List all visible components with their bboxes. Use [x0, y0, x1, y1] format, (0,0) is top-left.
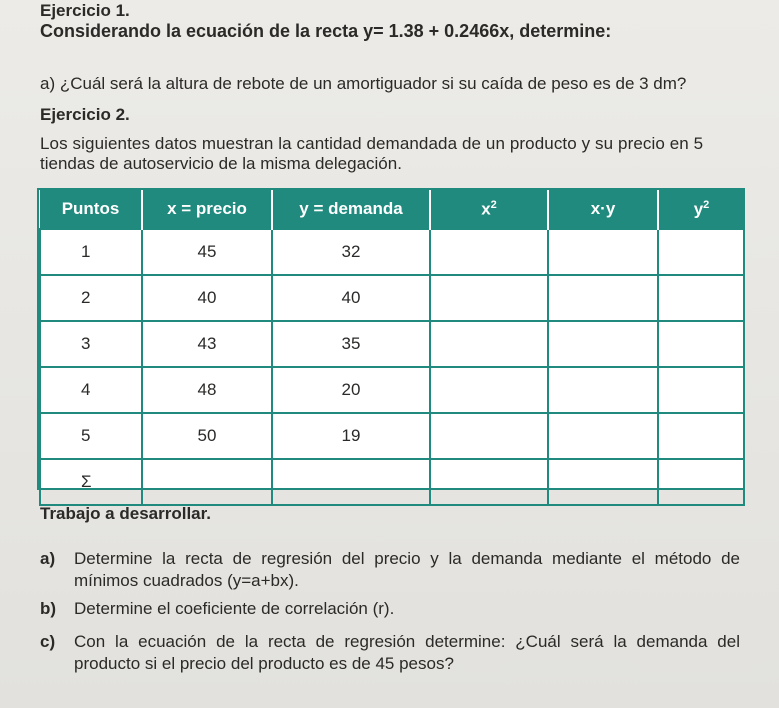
- cell-x[interactable]: [142, 459, 272, 505]
- cell-xy[interactable]: [548, 459, 658, 505]
- cell-x: 43: [142, 321, 272, 367]
- cell-y2[interactable]: [658, 321, 744, 367]
- cell-x2[interactable]: [430, 321, 548, 367]
- cell-xy[interactable]: [548, 367, 658, 413]
- ejercicio-2-description-line-1: Los siguientes datos muestran la cantidad demandada de un producto y su precio en 5: [40, 134, 704, 153]
- table-row: [40, 275, 744, 321]
- cell-y: 35: [272, 321, 430, 367]
- cell-punto: 4: [40, 367, 142, 413]
- cell-x2[interactable]: [430, 413, 548, 459]
- cell-x: 48: [142, 367, 272, 413]
- table-row: [40, 367, 744, 413]
- task-item-b: [40, 598, 740, 622]
- header-y-squared: $y^2$: [658, 190, 744, 229]
- cell-y[interactable]: [272, 459, 430, 505]
- cell-x2[interactable]: [430, 275, 548, 321]
- trabajo-title: Trabajo a desarrollar.: [40, 504, 212, 523]
- cell-punto: 1: [40, 229, 142, 275]
- cell-y: 19: [272, 413, 430, 459]
- task-item-a: [40, 548, 740, 594]
- task-text: Determine la recta de regresión del precio y la demanda mediante el método de mínimos cuadrados (y=a+bx).: [74, 549, 740, 590]
- header-x-times-y: x·y: [548, 190, 658, 229]
- cell-y: 40: [272, 275, 430, 321]
- cell-x: 50: [142, 413, 272, 459]
- cell-xy[interactable]: [548, 229, 658, 275]
- cell-punto: 2: [40, 275, 142, 321]
- cell-y: 32: [272, 229, 430, 275]
- ejercicio-1-title: Ejercicio 1.: [40, 1, 130, 20]
- ejercicio-1-question-a: a) ¿Cuál será la altura de rebote de un amortiguador si su caída de peso es de 3 dm?: [40, 74, 687, 93]
- cell-x: 40: [142, 275, 272, 321]
- cell-sum-symbol: Σ: [40, 459, 142, 505]
- cell-x: 45: [142, 229, 272, 275]
- cell-punto: 3: [40, 321, 142, 367]
- ejercicio-2-description-line-2: tiendas de autoservicio de la misma delegación.: [40, 154, 402, 173]
- table-row: [40, 413, 744, 459]
- header-y-demanda: y = demanda: [272, 190, 430, 229]
- data-table: [37, 188, 745, 490]
- ejercicio-2-title: Ejercicio 2.: [40, 105, 130, 124]
- cell-y2[interactable]: [658, 367, 744, 413]
- task-item-c: [40, 631, 740, 677]
- task-text: Con la ecuación de la recta de regresión determine: ¿Cuál será la demanda del producto si el precio del producto es de 45 pesos?: [74, 632, 740, 673]
- header-puntos: Puntos: [40, 190, 142, 229]
- cell-x2[interactable]: [430, 367, 548, 413]
- table-row: [40, 229, 744, 275]
- table-row-sum: [40, 459, 744, 505]
- cell-y2[interactable]: [658, 413, 744, 459]
- table-header-row: [40, 190, 744, 229]
- table-row: [40, 321, 744, 367]
- ejercicio-1-statement: Considerando la ecuación de la recta y= 1.38 + 0.2466x, determine:: [40, 21, 612, 41]
- cell-punto: 5: [40, 413, 142, 459]
- cell-y: 20: [272, 367, 430, 413]
- cell-x2[interactable]: [430, 459, 548, 505]
- cell-xy[interactable]: [548, 413, 658, 459]
- task-marker: c): [40, 632, 56, 651]
- cell-y2[interactable]: [658, 229, 744, 275]
- cell-y2[interactable]: [658, 275, 744, 321]
- task-marker: a): [40, 549, 56, 568]
- cell-xy[interactable]: [548, 321, 658, 367]
- task-marker: b): [40, 599, 57, 618]
- header-x-precio: x = precio: [142, 190, 272, 229]
- cell-xy[interactable]: [548, 275, 658, 321]
- task-text: Determine el coeficiente de correlación (r).: [74, 599, 395, 618]
- header-x-squared: $x^2$: [430, 190, 548, 229]
- cell-y2[interactable]: [658, 459, 744, 505]
- cell-x2[interactable]: [430, 229, 548, 275]
